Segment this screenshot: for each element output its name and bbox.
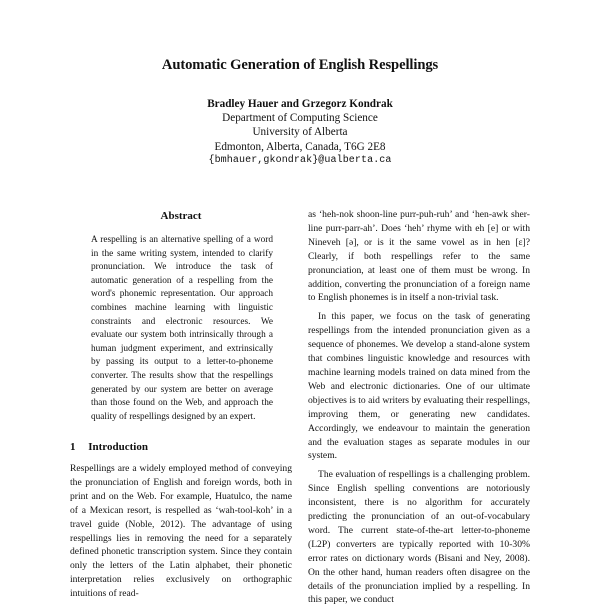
paper-title: Automatic Generation of English Respellings xyxy=(161,57,439,73)
author-names: Bradley Hauer and Grzegorz Kondrak xyxy=(207,98,393,110)
right-paragraph-1: as ‘heh-nok shoon-line purr-puh-ruh’ and ‘hen-awk sher-line purr-parr-ah’. Does ‘heh’ rhyme with eh [e] or with Nineveh [ə], or is it the same vowel as in hen [ɛ]? Clearly, if both respellings refer to the same pronunciation, at least one of them must be wrong. In addition, converting the pronunciation of a foreign name to English phonemes is in itself a non-trivial task. xyxy=(308,209,530,304)
abstract-heading: Abstract xyxy=(160,210,202,222)
right-paragraph-2: In this paper, we focus on the task of generating respellings from the intended pronunciation given as a sequence of phonemes. We develop a stand-alone system that combines linguistic knowledge and resources with machine learning models trained on data mined from the Web and electronic dictionaries. One of our ultimate objectives is to aid writers by evaluating their respellings, improving them, or generating new candidates. Accordingly, we endeavour to maintain the generation and the evaluation stages as separate modules in our system. xyxy=(308,311,530,462)
affiliation-address: Edmonton, Alberta, Canada, T6G 2E8 xyxy=(214,140,386,153)
right-paragraph-3: The evaluation of respellings is a challenging problem. Since English spelling conventions are notoriously inconsistent, there is no algorithm for accurately predicting the pronunciation of an out-of-vocabulary word. The current state-of-the-art letter-to-phoneme (L2P) converters are typically reported with 10-30% error rates on dictionary words (Bisani and Ney, 2008). On the other hand, human readers often disagree on the details of the pronunciation implied by a respelling. In this paper, we conduct xyxy=(308,469,530,606)
section-heading-introduction xyxy=(70,441,148,453)
affiliation-university: University of Alberta xyxy=(252,126,348,139)
affiliation-department: Department of Computing Science xyxy=(222,112,378,125)
right-column xyxy=(308,208,530,607)
intro-paragraph-1: Respellings are a widely employed method of conveying the pronunciation of English and foreign words, both in print and on the Web. For example, Huatulco, the name of a Mexican resort, is respelled as ‘wah-tool-koh’ in a travel guide (Noble, 2012). The advantage of using respellings lies in removing the need for a separately defined phonetic transcription system. Since they contain only the letters of the Latin alphabet, their phonetic interpretation relies exclusively on orthographic intuitions of read- xyxy=(70,463,292,600)
author-email: {bmhauer,gkondrak}@ualberta.ca xyxy=(208,154,392,166)
section-title: Introduction xyxy=(88,441,148,453)
section-number: 1 xyxy=(70,441,76,453)
intro-paragraph xyxy=(70,462,292,601)
abstract-text: A respelling is an alternative spelling of a word in the same writing system, intended to clarify pronunciation. We introduce the task of automatic generation of a respelling from the word's phonemic representation. Our approach combines machine learning with linguistic constraints and electronic resources. We evaluate our system both intrinsically through a human judgment experiment, and extrinsically by passing its output to a letter-to-phoneme converter. The results show that the respellings generated by our system are better on average than those found on the Web, and approach the quality of respellings designed by an expert. xyxy=(91,235,273,422)
author-block xyxy=(0,97,600,168)
